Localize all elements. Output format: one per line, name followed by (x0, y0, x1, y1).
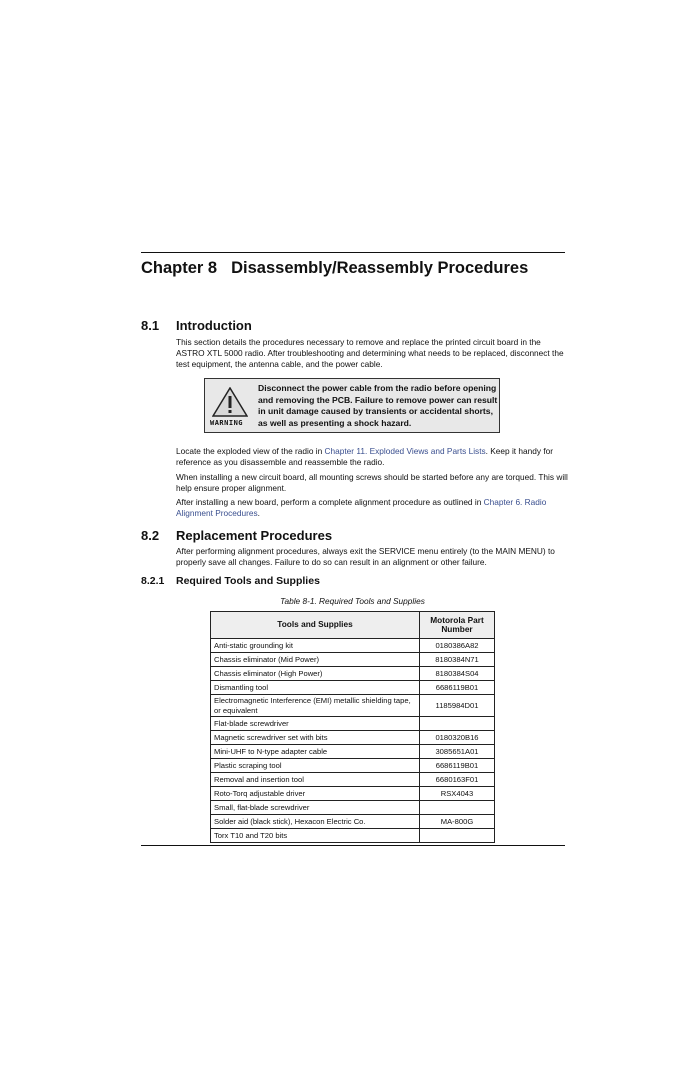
table-caption: Table 8-1. Required Tools and Supplies (280, 596, 425, 606)
chapter-title: Chapter 8 Disassembly/Reassembly Procedures (141, 259, 529, 277)
part-number: MA-800G (420, 815, 495, 829)
part-number: 3085651A01 (420, 745, 495, 759)
tool-name: Electromagnetic Interference (EMI) metallic shielding tape, or equivalent (211, 695, 420, 717)
table-row (211, 815, 495, 829)
part-number: 1185984D01 (420, 695, 495, 717)
header-part-number: Motorola Part Number (420, 612, 495, 639)
part-number: 8180384N71 (420, 653, 495, 667)
table-row (211, 731, 495, 745)
table-row (211, 639, 495, 653)
part-number: 6686119B01 (420, 759, 495, 773)
top-rule (141, 252, 565, 253)
mounting-screws-paragraph: When installing a new circuit board, all mounting screws should be started before any are torqued. This will help ensure proper alignment. (176, 472, 568, 493)
exploded-view-paragraph: Locate the exploded view of the radio in Chapter 11. Exploded Views and Parts Lists. Keep it handy for reference as you disassemble and reassemble the radio. (176, 446, 553, 467)
section-heading-8-1: 8.1 Introduction (141, 318, 252, 333)
part-number: 6680163F01 (420, 773, 495, 787)
tool-name: Solder aid (black stick), Hexacon Electric Co. (211, 815, 420, 829)
header-tools: Tools and Supplies (211, 612, 420, 639)
tool-name: Chassis eliminator (Mid Power) (211, 653, 420, 667)
section-heading-8-2-1: 8.2.1 Required Tools and Supplies (141, 575, 320, 587)
warning-box (204, 378, 500, 433)
tool-name: Small, flat-blade screwdriver (211, 801, 420, 815)
part-number: 0180386A82 (420, 639, 495, 653)
chapter-11-link[interactable]: Chapter 11. Exploded Views and Parts Lists (324, 446, 486, 456)
tools-table (210, 611, 495, 843)
section-heading-8-2: 8.2 Replacement Procedures (141, 528, 333, 543)
tool-name: Flat-blade screwdriver (211, 717, 420, 731)
part-number: 0180320B16 (420, 731, 495, 745)
table-row (211, 787, 495, 801)
table-row (211, 745, 495, 759)
table-row (211, 759, 495, 773)
table-row (211, 773, 495, 787)
part-number (420, 717, 495, 731)
tool-name: Plastic scraping tool (211, 759, 420, 773)
tool-name: Removal and insertion tool (211, 773, 420, 787)
warning-label: WARNING (210, 419, 244, 427)
warning-triangle-icon (212, 387, 248, 417)
part-number: 8180384S04 (420, 667, 495, 681)
part-number: RSX4043 (420, 787, 495, 801)
tool-name: Roto-Torq adjustable driver (211, 787, 420, 801)
alignment-paragraph: After installing a new board, perform a complete alignment procedure as outlined in Chapter 6. Radio Alignment Procedures. (176, 497, 547, 518)
replacement-paragraph: After performing alignment procedures, always exit the SERVICE menu entirely (to the MAIN MENU) to properly save all changes. Failure to do so can result in an alignment or other failure. (176, 546, 555, 567)
tool-name: Chassis eliminator (High Power) (211, 667, 420, 681)
tool-name: Magnetic screwdriver set with bits (211, 731, 420, 745)
part-number: 6686119B01 (420, 681, 495, 695)
table-row (211, 681, 495, 695)
tool-name: Dismantling tool (211, 681, 420, 695)
table-row (211, 801, 495, 815)
table-row (211, 829, 495, 843)
part-number (420, 829, 495, 843)
table-row (211, 653, 495, 667)
table-row (211, 667, 495, 681)
tool-name: Anti-static grounding kit (211, 639, 420, 653)
warning-text: Disconnect the power cable from the radio before opening and removing the PCB. Failure to remove power can result in unit damage caused by transients or accidental shorts, as well as presenting a shock hazard. (258, 383, 498, 428)
chapter-6-link[interactable]: Chapter 6. Radio Alignment Procedures (176, 497, 547, 518)
part-number (420, 801, 495, 815)
intro-paragraph: This section details the procedures necessary to remove and replace the printed circuit board in the ASTRO XTL 5000 radio. After troubleshooting and determining what needs to be replaced, disconnect the test equipment, the antenna cable, and the power cable. (176, 337, 564, 369)
table-row (211, 695, 495, 717)
tool-name: Torx T10 and T20 bits (211, 829, 420, 843)
bottom-rule (141, 845, 565, 846)
tool-name: Mini-UHF to N-type adapter cable (211, 745, 420, 759)
table-row (211, 717, 495, 731)
